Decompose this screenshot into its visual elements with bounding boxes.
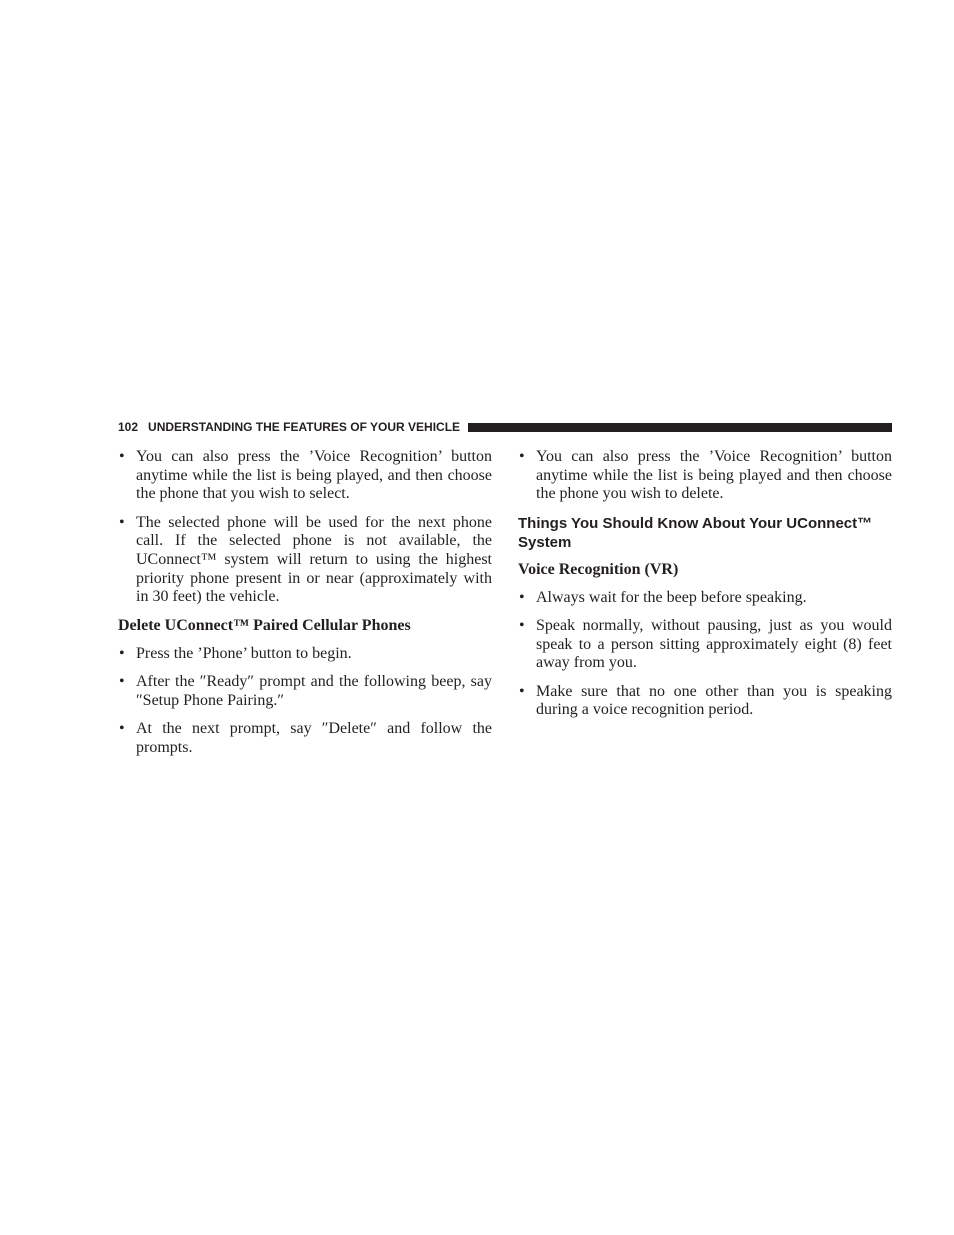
bullet-icon: • xyxy=(119,513,125,531)
list-item-text: The selected phone will be used for the next phone call. If the selected phone is not available, the UConnect™ system will return to using the highest priority phone present in or near (approximately with in 30 feet) the vehicle. xyxy=(136,513,492,606)
bullet-icon: • xyxy=(519,682,525,700)
list-item-text: At the next prompt, say ″Delete″ and follow the prompts. xyxy=(136,719,492,756)
right-column xyxy=(518,448,892,730)
bullet-icon: • xyxy=(519,588,525,606)
list-item xyxy=(518,683,892,720)
list-item xyxy=(118,673,492,710)
list-item-text: You can also press the ’Voice Recognition’ button anytime while the list is being played and then choose the phone you wish to delete. xyxy=(536,448,892,503)
list-item-text: You can also press the ’Voice Recognition’ button anytime while the list is being played, and then choose the phone that you wish to select. xyxy=(136,448,492,503)
list-item-text: After the ″Ready″ prompt and the following beep, say ″Setup Phone Pairing.″ xyxy=(136,673,492,709)
page-header xyxy=(118,419,892,435)
bullet-icon: • xyxy=(119,448,125,465)
header-rule xyxy=(468,423,892,432)
list-item-text: Press the ’Phone’ button to begin. xyxy=(136,644,352,662)
bullet-icon: • xyxy=(519,448,525,465)
page-number: 102 xyxy=(118,420,139,434)
bullet-icon: • xyxy=(119,644,125,662)
list-item-text: Always wait for the beep before speaking. xyxy=(536,588,807,606)
voice-recognition-heading: Voice Recognition (VR) xyxy=(518,560,679,578)
things-to-know-heading: Things You Should Know About Your UConnect™ System xyxy=(518,514,873,551)
left-column xyxy=(118,448,492,767)
list-item-text: Speak normally, without pausing, just as you would speak to a person sitting approximately eight (8) feet away from you. xyxy=(536,617,892,672)
bullet-icon: • xyxy=(119,719,125,737)
list-item-text: Make sure that no one other than you is speaking during a voice recognition period. xyxy=(536,682,892,719)
delete-phones-heading: Delete UConnect™ Paired Cellular Phones xyxy=(118,616,411,634)
list-item xyxy=(118,720,492,757)
section-title: UNDERSTANDING THE FEATURES OF YOUR VEHICLE xyxy=(148,420,461,434)
list-item xyxy=(518,617,892,673)
list-item xyxy=(118,448,492,504)
list-item xyxy=(518,589,892,608)
list-item xyxy=(518,448,892,504)
bullet-icon: • xyxy=(519,617,525,635)
list-item xyxy=(118,514,492,608)
list-item xyxy=(118,645,492,664)
bullet-icon: • xyxy=(119,673,125,691)
